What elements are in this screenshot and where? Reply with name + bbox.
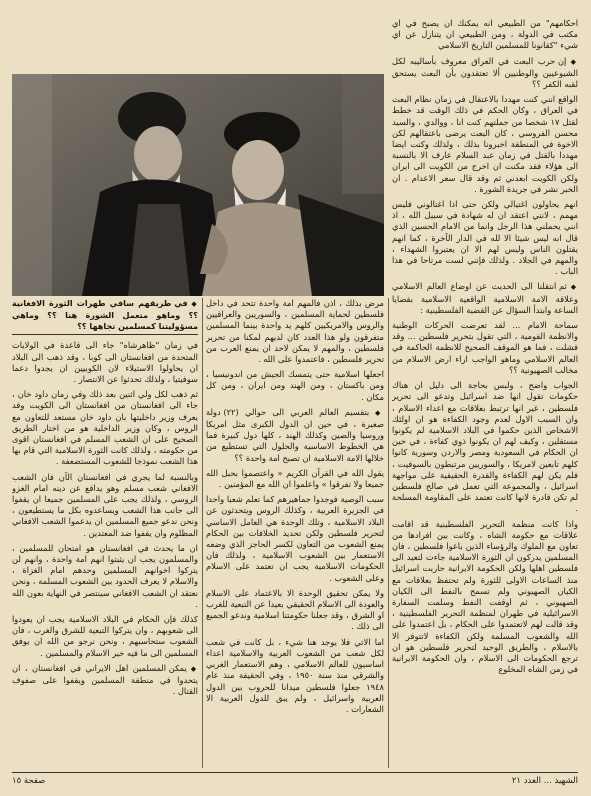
photo-two-clerics	[12, 74, 384, 296]
issue-label: الشهيد ... العدد ٢١	[511, 776, 578, 786]
paragraph: ان ما يحدث في افغانستان هو امتحان للمسلمين ، والمسلمون يجب ان يثبتوا انهم امة واحدة ، وانهم لن يتركوا اخوانهم المسلمين وحدهم امام الغزاة ، والاسلام لا يعرف الحدود بين الشعوب المسلمة ، ونحن نعتقد ان الشعب الافغاني سينتصر في النهاية بعون الله .	[12, 542, 198, 609]
page-footer	[12, 772, 578, 789]
paragraph: كذلك فإن الحكام في البلاد الاسلامية يجب ان يعودوا الى شعوبهم ، وان يتركوا التبعية للشرق والغرب ، فان الشعوب ستحاسبهم ، ونحن نرجو من الله ان يوفق المسلمين الى ما فيه خير الاسلام والمسلمين .	[12, 614, 198, 658]
article-column-right	[392, 18, 578, 770]
paragraph: ولا يمكن تحقيق الوحدة الا بالاعتماد على الاسلام والعودة الى الاسلام الحقيقي بعيدا عن التبعية للغرب او الشرق ، وقد جعلنا حكومتنا اسلامية وندعو الجميع الى ذلك .	[206, 587, 384, 632]
paragraph: احكامهم" من الطبيعي انه يمكنك ان يصبح في اي مكتب في الدولة ، ومن الطبيعي ان يتنازل عن اي شيء "كقانونا للمسلمين التاريخ الاسلامي	[392, 18, 578, 51]
paragraph: مرض بذلك ، اذن فالمهم امة واحدة تتحد في داخل فلسطين لحماية المسلمين ، والسوريين والعراقيين والروس والامريكيين كلهم يد واحدة بينما المسلمين متفرقون ولو هذا العدد كان لديهم لمكنا من تحرير فلسطين ، والمهم لا يمكن لاحد ان يمنع العرب من تحرير فلسطين ، فاعتمدوا على الله .	[206, 298, 384, 365]
article-column-left	[12, 298, 198, 770]
column-divider	[388, 298, 389, 768]
paragraph: سبب الوصية فوجدوا جماهيرهم كما تعلم شعبا واحدا في الجزيرة العربية ، وكذلك الروس ويتحدثون عن البلاد الاسلامية ، وتلك الوحدة هي العامل الاساسي لتحرير فلسطين ولكن تحديد الخلافات بين الحكام يمنع الشعوب من التعاون لكسر الحاجز الذي وضعه الاستعمار بين الشعوب الاسلامية ، ولذلك فان الحكومات الاسلامية يجب ان تعتمد على الاسلام وعلى الشعوب .	[206, 494, 384, 583]
paragraph: اما الاتي فلا يوجد هنا شيء ، بل كانت في شعب لكل شعب من الشعوب العربية والاسلامية اعداء اساسيون للعالم الاسلامي ، وهم الاستعمار الغربي والشرقي منذ سنة ١٩٥٠ ، وفي الحقيقة منذ عام ١٩٤٨ جعلوا فلسطين ميدانا للحروب بين الدول العربية واسرائيل ، ولم يبق للدول العربية الا الشعارات .	[206, 636, 384, 714]
photo-caption: ◆ في طريقهم سافي طهرات الثورة الافغانية ؟؟ وماهو متعمل الشورة هنا ؟؟ وماهي مسؤوليتنا كمسلمين تجاهها ؟؟	[12, 298, 198, 335]
question-paragraph: ◆ إن حرب البعث في العراق معروف بأساليبه لكل الشيوعيين والوطنيين ألا تعتقدون بأن البعث يستحق لقبه الكفر ؟؟	[392, 56, 578, 91]
question-paragraph: ◆ يمكن المسلمين اهل الايراني في افغانستان ، ان يتحدوا في منطقة المسلمين ويقفوا على صفوف القتال .	[12, 663, 198, 698]
paragraph: الجواب واضح ، ولبس بحاجة الى دليل ان هناك حكومات تقول انها ضد اسرائيل وتدعو الى تحرير فلسطين ، غير انها ترتبط بعلاقات مع اعداء الاسلام ، وان السبب الاول لعدم وجود الكفاءة هو ان اولئك الاشخاص الذين حكموا في البلاد الاسلامية لم يكونوا مستقلين ، وكيف لهم ان يكونوا ذوي كفاءة ، في حين ان الحكام في السعودية ومصر والاردن وسورية كانوا كلهم تابعين لامريكا ، والسوريين مرتبطون بالسوفيت ، فلم يكن لهم الكفاءة والقدرة الحقيقية على مواجهة اسرائيل ، والمجموعة التي تعمل في صالح فلسطين لم تكن قادرة لانها كانت تعتمد على المقاومة المسلحة .	[392, 380, 578, 514]
question-paragraph: ◆ بتقسيم العالم العربي الى حوالي (٢٢) دولة صغيرة ، في حين ان الدول الكبرى مثل امريكا وروسيا والصين وكذلك الهند ، كلها دول كبيرة فما هي الخطوط الاساسية والحلول التي تستطيع من خلالها الامة الاسلامية ان تصبح امة واحدة ؟؟	[206, 407, 384, 464]
column-divider	[202, 298, 203, 768]
paragraph: وبالنسبة لما يجري في افغانستان الآن فان الشعب الافغاني شعب مسلم وهو يدافع عن دينه امام الغزو الروسي ، ولذلك يجب على المسلمين جميعا ان يقفوا الى جانب هذا الشعب ويساعدوه بكل ما يستطيعون ، ونحن ندعو جميع المسلمين ان يدعموا الشعب الافغاني المظلوم وان يقفوا ضد المعتدين .	[12, 471, 198, 538]
paragraph: في زمان "ظاهرشاه" جاء الى قاعدة في الولايات المتحدة من افغانستان الى كوبا ، وقد ذهب الى البلاد ان يحاولوا الاستيلاء لان الكوبيين ان يجدوا دعما سوفيتيا ، ولذلك تحدثوا عن الانتصار .	[12, 340, 198, 384]
article-column-middle	[206, 298, 384, 770]
paragraph: اجعلها اسلامية حتى يتمسك الجيش من اندونيسيا ، ومن باكستان ، ومن الهند ومن ايران ، ومن كل مكان .	[206, 369, 384, 402]
paragraph: سماحة الامام ... لقد تعرضت الحركات الوطنية والانظمة القومية ، التي تقول بتحرير فلسطين ... وقد فشلت ، فما هو الموقف الصحيح للانظمة الحاكمة في العالم الاسلامي وماهو الواجب ازاء ارض الاسلام من مخالب الصهيونية ؟؟	[392, 320, 578, 375]
page-number: صفحة ١٥	[12, 776, 46, 786]
paragraph: ثم ذهب لكل ولي اثنين بعد ذلك وفي زمان داود خان ، جاء الى افغانستان من افغانستان الى الكويت وقد يعرف وزير داخليتها بان داود خان مستعد للتعاون مع الروس ، وكان وزير الداخلية هو من اختار الطريق الصحيح على ان الشعب المسلم في افغانستان اقوى من حكومته ، ولذلك كانت الثورة الاسلامية التي قام بها هذا الشعب نموذجا للشعوب المستضعفة .	[12, 389, 198, 467]
paragraph: يقول الله في القرآن الكريم « واعتصموا بحبل الله جميعا ولا تفرقوا » واعلموا ان الله مع المؤمنين .	[206, 467, 384, 490]
question-paragraph: ◆ ثم انتقلنا الى الحديث عن اوضاع العالم الاسلامي وعلاقة الامة الاسلامية الواقعية الاسلامية بقضايا الساعة وابتدأ السؤال عن القضية الفلسطينية :	[392, 281, 578, 316]
paragraph: الواقع انني كنت مهددا بالاعتقال في زمان نظام البعث في العراق ، وكان الحكم في ذلك الوقت قد خطط لقتل ١٧ شخصا من جملتهم كنت انا ، ووالدي ، والسيد محسن الفروسي ، كان البعث يرضى باعتقالهم لكن الاخوة في المنطقة اخبرونا بذلك ، ولذلك وكنت ايضا مهددا بالقتل في زمان عبد السلام عارف الا بالنسبة الى هؤلاء فقد مكنت ان اخرج من الكويت الى ايران ولكن الكويت ابعدني ثم وقد قال سعر الاعدام . ان الخبر نشر في جريدة الشورة .	[392, 94, 578, 194]
photo-image	[12, 74, 384, 296]
paragraph: واذا كانت منظمة التحرير الفلسطينية قد اقامت علاقات مع حكومة الشاه ، وكانت بين افرادها من تعاون مع الملوك والرؤساء الذين باعوا فلسطين ، فان المسلمين يدركون ان الثورة الاسلامية جاءت لتعيد الى فلسطين اهلها ولكن الحكومة الايرانية حاربت اسرائيل منذ الساعات الاولى للثورة ولم تحتفظ بعلاقات مع الكيان الصهيوني ولم تسمح بالنفط الى الكيان الصهيوني ، ثم اوقفت النفط وسلمت السفارة الاسرائيلية في طهران لمنظمة التحرير الفلسطينية ، وقد قالت لهم لاتعتمدوا على الحكام ، بل اعتمدوا على الله والشعوب المسلمة ولكن الكفاءة لاتتوفر الا بالاسلام ، والطريق الوحيد لتحرير فلسطين هو ان ترجع الحكومات الى الاسلام ، وان الحكومة الايرانية في زمن الشاه المخلوع	[392, 518, 578, 675]
paragraph: انهم يحاولون اغتيالي ولكن حتى اذا اغتالوني فليس مهمم ، لانني اعتقد ان له شهادة في سبيل الله ، اذ انني يحملني هذا الرجل وانما من الامام الحسين الذي قال انه ليس شيئا الا لله في الدار الآخرة ، كما انهم يقتلون الناس وليس لهم الا ان يعتبروا الشهداء ، والمهم في الجلاد . ولذلك فإنني لست مرتاحا في هذا الباب .	[392, 199, 578, 277]
